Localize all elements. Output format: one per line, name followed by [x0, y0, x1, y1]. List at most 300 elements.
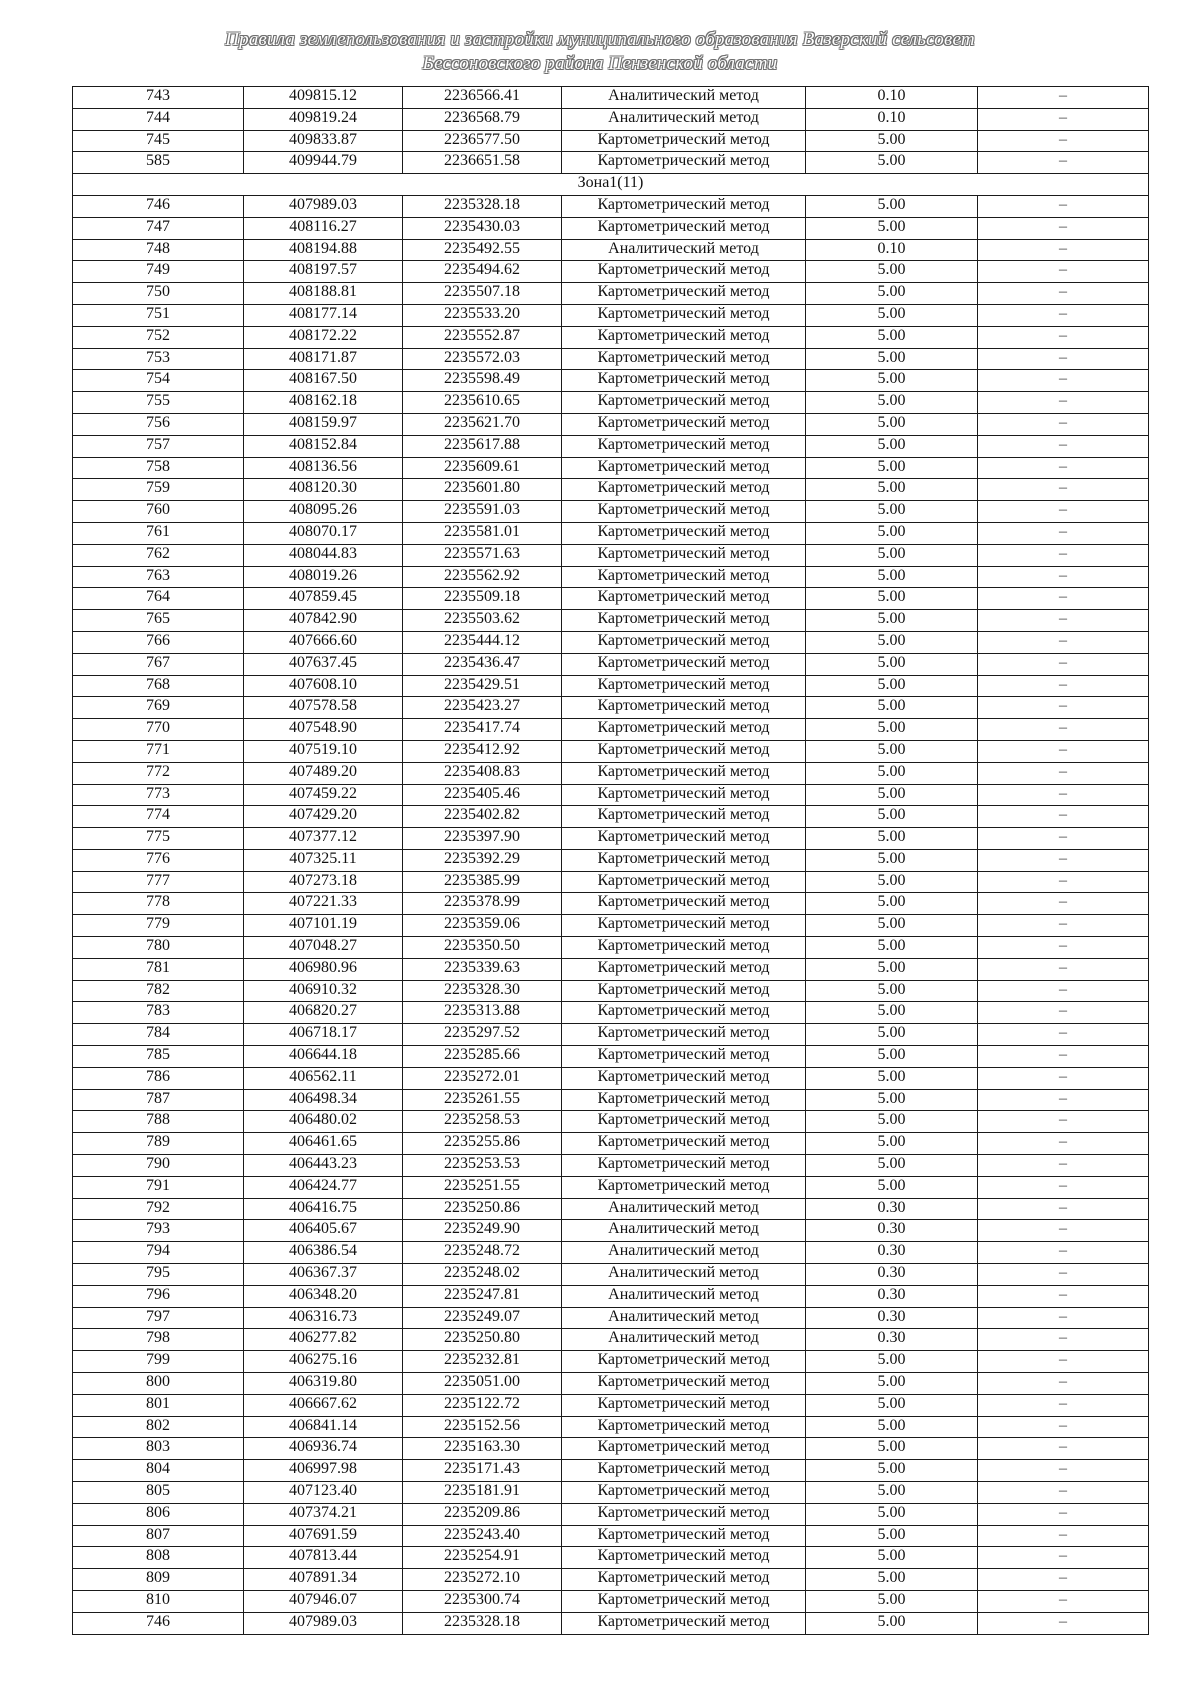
table-row	[73, 1198, 1149, 1220]
y-coordinate-cell: 2236651.58	[403, 152, 562, 174]
x-coordinate-cell: 406820.27	[244, 1002, 403, 1024]
y-coordinate-cell: 2235248.02	[403, 1264, 562, 1286]
note-cell: –	[978, 1002, 1149, 1024]
x-coordinate-cell: 406841.14	[244, 1416, 403, 1438]
precision-cell: 5.00	[806, 1089, 978, 1111]
y-coordinate-cell: 2235254.91	[403, 1547, 562, 1569]
note-cell: –	[978, 1612, 1149, 1634]
x-coordinate-cell: 407325.11	[244, 849, 403, 871]
table-row	[73, 152, 1149, 174]
point-number-cell: 797	[73, 1307, 244, 1329]
method-cell: Картометрический метод	[562, 435, 806, 457]
table-row	[73, 479, 1149, 501]
point-number-cell: 761	[73, 522, 244, 544]
method-cell: Картометрический метод	[562, 479, 806, 501]
table-row	[73, 392, 1149, 414]
x-coordinate-cell: 406316.73	[244, 1307, 403, 1329]
note-cell: –	[978, 980, 1149, 1002]
table-row	[73, 217, 1149, 239]
method-cell: Картометрический метод	[562, 1590, 806, 1612]
precision-cell: 5.00	[806, 457, 978, 479]
method-cell: Картометрический метод	[562, 784, 806, 806]
table-row	[73, 1024, 1149, 1046]
y-coordinate-cell: 2235339.63	[403, 958, 562, 980]
method-cell: Аналитический метод	[562, 239, 806, 261]
table-row	[73, 304, 1149, 326]
note-cell: –	[978, 1482, 1149, 1504]
table-row	[73, 1155, 1149, 1177]
y-coordinate-cell: 2235051.00	[403, 1373, 562, 1395]
point-number-cell: 585	[73, 152, 244, 174]
point-number-cell: 799	[73, 1351, 244, 1373]
precision-cell: 5.00	[806, 1155, 978, 1177]
note-cell: –	[978, 1155, 1149, 1177]
x-coordinate-cell: 406348.20	[244, 1285, 403, 1307]
method-cell: Аналитический метод	[562, 1307, 806, 1329]
y-coordinate-cell: 2235408.83	[403, 762, 562, 784]
y-coordinate-cell: 2235247.81	[403, 1285, 562, 1307]
x-coordinate-cell: 408177.14	[244, 304, 403, 326]
x-coordinate-cell: 406644.18	[244, 1046, 403, 1068]
note-cell: –	[978, 152, 1149, 174]
table-row	[73, 784, 1149, 806]
note-cell: –	[978, 1547, 1149, 1569]
method-cell: Картометрический метод	[562, 1046, 806, 1068]
note-cell: –	[978, 937, 1149, 959]
x-coordinate-cell: 408116.27	[244, 217, 403, 239]
note-cell: –	[978, 1133, 1149, 1155]
note-cell: –	[978, 544, 1149, 566]
table-row	[73, 871, 1149, 893]
y-coordinate-cell: 2235122.72	[403, 1394, 562, 1416]
precision-cell: 5.00	[806, 1525, 978, 1547]
table-row	[73, 522, 1149, 544]
precision-cell: 5.00	[806, 588, 978, 610]
precision-cell: 5.00	[806, 849, 978, 871]
method-cell: Картометрический метод	[562, 1176, 806, 1198]
y-coordinate-cell: 2235328.18	[403, 195, 562, 217]
y-coordinate-cell: 2235378.99	[403, 893, 562, 915]
method-cell: Картометрический метод	[562, 1089, 806, 1111]
y-coordinate-cell: 2235494.62	[403, 261, 562, 283]
point-number-cell: 779	[73, 915, 244, 937]
method-cell: Картометрический метод	[562, 937, 806, 959]
x-coordinate-cell: 407374.21	[244, 1503, 403, 1525]
precision-cell: 5.00	[806, 1176, 978, 1198]
note-cell: –	[978, 283, 1149, 305]
note-cell: –	[978, 479, 1149, 501]
x-coordinate-cell: 408136.56	[244, 457, 403, 479]
note-cell: –	[978, 304, 1149, 326]
table-row	[73, 1307, 1149, 1329]
method-cell: Картометрический метод	[562, 828, 806, 850]
method-cell: Картометрический метод	[562, 980, 806, 1002]
x-coordinate-cell: 407459.22	[244, 784, 403, 806]
x-coordinate-cell: 409944.79	[244, 152, 403, 174]
note-cell: –	[978, 348, 1149, 370]
point-number-cell: 747	[73, 217, 244, 239]
point-number-cell: 807	[73, 1525, 244, 1547]
table-row	[73, 1373, 1149, 1395]
zone-label: Зона1(11)	[73, 174, 1149, 196]
method-cell: Картометрический метод	[562, 849, 806, 871]
table-row	[73, 653, 1149, 675]
method-cell: Картометрический метод	[562, 1438, 806, 1460]
method-cell: Картометрический метод	[562, 544, 806, 566]
method-cell: Картометрический метод	[562, 195, 806, 217]
table-row	[73, 1067, 1149, 1089]
x-coordinate-cell: 408197.57	[244, 261, 403, 283]
x-coordinate-cell: 407377.12	[244, 828, 403, 850]
precision-cell: 5.00	[806, 413, 978, 435]
precision-cell: 5.00	[806, 1024, 978, 1046]
table-row	[73, 1503, 1149, 1525]
precision-cell: 5.00	[806, 544, 978, 566]
x-coordinate-cell: 407048.27	[244, 937, 403, 959]
y-coordinate-cell: 2235601.80	[403, 479, 562, 501]
table-row	[73, 413, 1149, 435]
x-coordinate-cell: 406386.54	[244, 1242, 403, 1264]
x-coordinate-cell: 407548.90	[244, 719, 403, 741]
method-cell: Аналитический метод	[562, 1242, 806, 1264]
note-cell: –	[978, 108, 1149, 130]
precision-cell: 5.00	[806, 1133, 978, 1155]
method-cell: Картометрический метод	[562, 1024, 806, 1046]
table-row	[73, 1547, 1149, 1569]
method-cell: Картометрический метод	[562, 588, 806, 610]
precision-cell: 5.00	[806, 326, 978, 348]
method-cell: Картометрический метод	[562, 1111, 806, 1133]
y-coordinate-cell: 2235533.20	[403, 304, 562, 326]
point-number-cell: 809	[73, 1569, 244, 1591]
x-coordinate-cell: 408019.26	[244, 566, 403, 588]
precision-cell: 5.00	[806, 1351, 978, 1373]
note-cell: –	[978, 522, 1149, 544]
point-number-cell: 749	[73, 261, 244, 283]
y-coordinate-cell: 2235509.18	[403, 588, 562, 610]
table-row	[73, 370, 1149, 392]
x-coordinate-cell: 406498.34	[244, 1089, 403, 1111]
method-cell: Картометрический метод	[562, 893, 806, 915]
method-cell: Картометрический метод	[562, 1482, 806, 1504]
x-coordinate-cell: 406461.65	[244, 1133, 403, 1155]
y-coordinate-cell: 2235243.40	[403, 1525, 562, 1547]
table-row	[73, 130, 1149, 152]
method-cell: Картометрический метод	[562, 1155, 806, 1177]
table-row	[73, 1438, 1149, 1460]
y-coordinate-cell: 2235209.86	[403, 1503, 562, 1525]
point-number-cell: 786	[73, 1067, 244, 1089]
point-number-cell: 766	[73, 631, 244, 653]
y-coordinate-cell: 2236566.41	[403, 87, 562, 109]
method-cell: Картометрический метод	[562, 1351, 806, 1373]
precision-cell: 5.00	[806, 1460, 978, 1482]
point-number-cell: 789	[73, 1133, 244, 1155]
x-coordinate-cell: 407666.60	[244, 631, 403, 653]
y-coordinate-cell: 2235253.53	[403, 1155, 562, 1177]
note-cell: –	[978, 326, 1149, 348]
y-coordinate-cell: 2235405.46	[403, 784, 562, 806]
point-number-cell: 793	[73, 1220, 244, 1242]
precision-cell: 5.00	[806, 719, 978, 741]
note-cell: –	[978, 1329, 1149, 1351]
method-cell: Картометрический метод	[562, 370, 806, 392]
point-number-cell: 782	[73, 980, 244, 1002]
point-number-cell: 759	[73, 479, 244, 501]
table-row	[73, 544, 1149, 566]
point-number-cell: 810	[73, 1590, 244, 1612]
note-cell: –	[978, 1590, 1149, 1612]
point-number-cell: 783	[73, 1002, 244, 1024]
point-number-cell: 778	[73, 893, 244, 915]
precision-cell: 5.00	[806, 915, 978, 937]
method-cell: Картометрический метод	[562, 1569, 806, 1591]
precision-cell: 5.00	[806, 370, 978, 392]
table-row	[73, 806, 1149, 828]
table-row	[73, 1220, 1149, 1242]
x-coordinate-cell: 407946.07	[244, 1590, 403, 1612]
table-row	[73, 762, 1149, 784]
x-coordinate-cell: 408188.81	[244, 283, 403, 305]
table-row	[73, 740, 1149, 762]
point-number-cell: 781	[73, 958, 244, 980]
precision-cell: 5.00	[806, 130, 978, 152]
precision-cell: 5.00	[806, 1482, 978, 1504]
coordinates-table-body	[73, 87, 1149, 1635]
table-row	[73, 1176, 1149, 1198]
point-number-cell: 767	[73, 653, 244, 675]
point-number-cell: 805	[73, 1482, 244, 1504]
note-cell: –	[978, 653, 1149, 675]
point-number-cell: 784	[73, 1024, 244, 1046]
x-coordinate-cell: 408162.18	[244, 392, 403, 414]
y-coordinate-cell: 2235251.55	[403, 1176, 562, 1198]
note-cell: –	[978, 1089, 1149, 1111]
method-cell: Картометрический метод	[562, 610, 806, 632]
note-cell: –	[978, 87, 1149, 109]
point-number-cell: 757	[73, 435, 244, 457]
x-coordinate-cell: 406424.77	[244, 1176, 403, 1198]
y-coordinate-cell: 2235171.43	[403, 1460, 562, 1482]
table-row	[73, 1242, 1149, 1264]
y-coordinate-cell: 2235328.18	[403, 1612, 562, 1634]
precision-cell: 5.00	[806, 435, 978, 457]
precision-cell: 0.10	[806, 239, 978, 261]
precision-cell: 5.00	[806, 1547, 978, 1569]
point-number-cell: 800	[73, 1373, 244, 1395]
x-coordinate-cell: 409815.12	[244, 87, 403, 109]
precision-cell: 0.10	[806, 108, 978, 130]
point-number-cell: 764	[73, 588, 244, 610]
y-coordinate-cell: 2235272.01	[403, 1067, 562, 1089]
point-number-cell: 801	[73, 1394, 244, 1416]
point-number-cell: 795	[73, 1264, 244, 1286]
table-row	[73, 1394, 1149, 1416]
x-coordinate-cell: 408194.88	[244, 239, 403, 261]
table-row	[73, 1590, 1149, 1612]
point-number-cell: 746	[73, 195, 244, 217]
method-cell: Картометрический метод	[562, 719, 806, 741]
table-row	[73, 610, 1149, 632]
x-coordinate-cell: 407608.10	[244, 675, 403, 697]
y-coordinate-cell: 2235163.30	[403, 1438, 562, 1460]
precision-cell: 5.00	[806, 1046, 978, 1068]
x-coordinate-cell: 408044.83	[244, 544, 403, 566]
x-coordinate-cell: 407578.58	[244, 697, 403, 719]
precision-cell: 5.00	[806, 304, 978, 326]
method-cell: Картометрический метод	[562, 1133, 806, 1155]
y-coordinate-cell: 2235402.82	[403, 806, 562, 828]
precision-cell: 5.00	[806, 501, 978, 523]
point-number-cell: 763	[73, 566, 244, 588]
precision-cell: 5.00	[806, 1590, 978, 1612]
method-cell: Картометрический метод	[562, 283, 806, 305]
y-coordinate-cell: 2235591.03	[403, 501, 562, 523]
precision-cell: 5.00	[806, 806, 978, 828]
method-cell: Аналитический метод	[562, 1220, 806, 1242]
y-coordinate-cell: 2235503.62	[403, 610, 562, 632]
note-cell: –	[978, 217, 1149, 239]
point-number-cell: 743	[73, 87, 244, 109]
note-cell: –	[978, 1373, 1149, 1395]
precision-cell: 5.00	[806, 1569, 978, 1591]
y-coordinate-cell: 2235249.90	[403, 1220, 562, 1242]
x-coordinate-cell: 406443.23	[244, 1155, 403, 1177]
point-number-cell: 774	[73, 806, 244, 828]
method-cell: Аналитический метод	[562, 1285, 806, 1307]
point-number-cell: 756	[73, 413, 244, 435]
x-coordinate-cell: 406936.74	[244, 1438, 403, 1460]
point-number-cell: 771	[73, 740, 244, 762]
note-cell: –	[978, 413, 1149, 435]
note-cell: –	[978, 501, 1149, 523]
precision-cell: 5.00	[806, 152, 978, 174]
note-cell: –	[978, 893, 1149, 915]
method-cell: Картометрический метод	[562, 1460, 806, 1482]
precision-cell: 5.00	[806, 958, 978, 980]
x-coordinate-cell: 406367.37	[244, 1264, 403, 1286]
x-coordinate-cell: 407123.40	[244, 1482, 403, 1504]
precision-cell: 5.00	[806, 1612, 978, 1634]
point-number-cell: 803	[73, 1438, 244, 1460]
y-coordinate-cell: 2235430.03	[403, 217, 562, 239]
point-number-cell: 776	[73, 849, 244, 871]
point-number-cell: 753	[73, 348, 244, 370]
x-coordinate-cell: 407891.34	[244, 1569, 403, 1591]
method-cell: Картометрический метод	[562, 1525, 806, 1547]
method-cell: Картометрический метод	[562, 958, 806, 980]
precision-cell: 5.00	[806, 566, 978, 588]
table-row	[73, 937, 1149, 959]
method-cell: Картометрический метод	[562, 871, 806, 893]
y-coordinate-cell: 2235617.88	[403, 435, 562, 457]
method-cell: Картометрический метод	[562, 392, 806, 414]
table-row	[73, 239, 1149, 261]
point-number-cell: 780	[73, 937, 244, 959]
method-cell: Аналитический метод	[562, 1198, 806, 1220]
table-row	[73, 435, 1149, 457]
method-cell: Картометрический метод	[562, 522, 806, 544]
point-number-cell: 748	[73, 239, 244, 261]
y-coordinate-cell: 2235552.87	[403, 326, 562, 348]
method-cell: Картометрический метод	[562, 653, 806, 675]
note-cell: –	[978, 1351, 1149, 1373]
table-row	[73, 1329, 1149, 1351]
note-cell: –	[978, 457, 1149, 479]
precision-cell: 5.00	[806, 871, 978, 893]
y-coordinate-cell: 2235417.74	[403, 719, 562, 741]
table-row	[73, 1482, 1149, 1504]
y-coordinate-cell: 2235297.52	[403, 1024, 562, 1046]
precision-cell: 5.00	[806, 1416, 978, 1438]
table-row	[73, 1264, 1149, 1286]
point-number-cell: 755	[73, 392, 244, 414]
header-title-line-2: Бессоновского района Пензенской области	[422, 53, 778, 74]
precision-cell: 5.00	[806, 217, 978, 239]
x-coordinate-cell: 407859.45	[244, 588, 403, 610]
method-cell: Картометрический метод	[562, 1067, 806, 1089]
note-cell: –	[978, 1307, 1149, 1329]
note-cell: –	[978, 370, 1149, 392]
point-number-cell: 787	[73, 1089, 244, 1111]
point-number-cell: 754	[73, 370, 244, 392]
x-coordinate-cell: 406480.02	[244, 1111, 403, 1133]
point-number-cell: 808	[73, 1547, 244, 1569]
y-coordinate-cell: 2235285.66	[403, 1046, 562, 1068]
precision-cell: 0.30	[806, 1198, 978, 1220]
precision-cell: 5.00	[806, 675, 978, 697]
note-cell: –	[978, 675, 1149, 697]
y-coordinate-cell: 2235572.03	[403, 348, 562, 370]
point-number-cell: 790	[73, 1155, 244, 1177]
note-cell: –	[978, 1046, 1149, 1068]
note-cell: –	[978, 828, 1149, 850]
x-coordinate-cell: 406667.62	[244, 1394, 403, 1416]
table-row	[73, 893, 1149, 915]
precision-cell: 5.00	[806, 1394, 978, 1416]
note-cell: –	[978, 697, 1149, 719]
table-row	[73, 675, 1149, 697]
header-title-line-1: Правила землепользования и застройки муниципального образования Вазерский сельсовет	[225, 29, 975, 50]
note-cell: –	[978, 631, 1149, 653]
y-coordinate-cell: 2235359.06	[403, 915, 562, 937]
zone-header-row	[73, 174, 1149, 196]
y-coordinate-cell: 2236568.79	[403, 108, 562, 130]
method-cell: Картометрический метод	[562, 501, 806, 523]
point-number-cell: 791	[73, 1176, 244, 1198]
point-number-cell: 769	[73, 697, 244, 719]
point-number-cell: 745	[73, 130, 244, 152]
table-row	[73, 283, 1149, 305]
precision-cell: 0.30	[806, 1264, 978, 1286]
precision-cell: 5.00	[806, 1503, 978, 1525]
y-coordinate-cell: 2235598.49	[403, 370, 562, 392]
x-coordinate-cell: 407101.19	[244, 915, 403, 937]
x-coordinate-cell: 407989.03	[244, 195, 403, 217]
method-cell: Картометрический метод	[562, 1612, 806, 1634]
precision-cell: 5.00	[806, 980, 978, 1002]
x-coordinate-cell: 406997.98	[244, 1460, 403, 1482]
note-cell: –	[978, 806, 1149, 828]
precision-cell: 5.00	[806, 653, 978, 675]
method-cell: Картометрический метод	[562, 1002, 806, 1024]
note-cell: –	[978, 849, 1149, 871]
table-row	[73, 457, 1149, 479]
table-row	[73, 980, 1149, 1002]
note-cell: –	[978, 1394, 1149, 1416]
point-number-cell: 760	[73, 501, 244, 523]
method-cell: Картометрический метод	[562, 413, 806, 435]
